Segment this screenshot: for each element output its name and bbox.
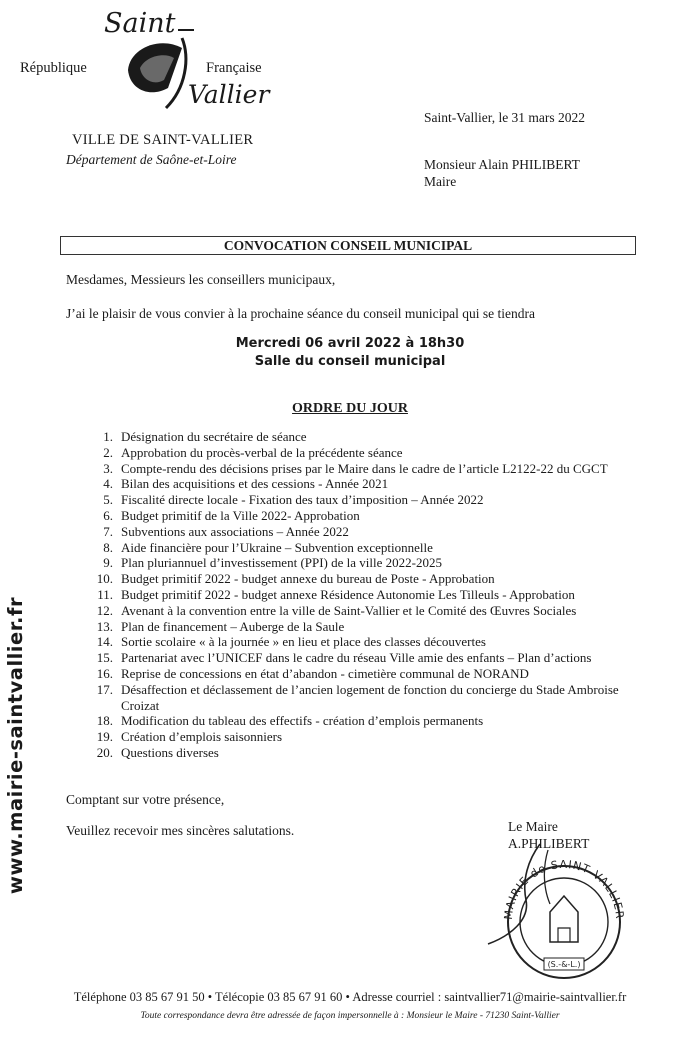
meeting-date: Mercredi 06 avril 2022 à 18h30 — [235, 336, 465, 351]
agenda-item-number: 15. — [96, 650, 113, 666]
agenda-item-number: 12. — [96, 602, 113, 618]
agenda-list — [88, 429, 641, 761]
agenda-heading: ORDRE DU JOUR — [292, 401, 408, 416]
agenda-item-text: Modification du tableau des effectifs - création d’emplois permanents — [121, 713, 484, 729]
agenda-item-text: Reprise de concessions en état d’abandon - cimetière communal de NORAND — [121, 665, 529, 681]
department-name: Département de Saône-et-Loire — [66, 152, 237, 167]
agenda-item-text: Approbation du procès-verbal de la précédente séance — [121, 444, 403, 460]
agenda-item — [88, 634, 641, 650]
agenda-item-number: 11. — [97, 586, 113, 602]
agenda-item-number: 6. — [103, 507, 113, 523]
agenda-item-number: 5. — [103, 492, 113, 508]
agenda-item-number: 2. — [103, 444, 113, 460]
agenda-item-number: 16. — [96, 665, 113, 681]
city-logo — [20, 8, 295, 118]
agenda-item-number: 7. — [103, 523, 113, 539]
agenda-item-text: Compte-rendu des décisions prises par le Maire dans le cadre de l’article L2122-22 du CGCT — [121, 460, 608, 476]
agenda-item — [88, 492, 641, 508]
stamp-top-text: MAIRIE de SAINT VALLIER — [501, 857, 627, 921]
agenda-item-number: 19. — [96, 729, 113, 745]
agenda-item-text: Création d’emplois saisonniers — [121, 729, 283, 745]
logo-emblem-icon — [120, 28, 210, 113]
agenda-item-number: 4. — [103, 476, 113, 492]
agenda-item — [88, 729, 641, 745]
agenda-item — [88, 540, 641, 556]
sender-block — [424, 156, 580, 190]
agenda-item-text: Sortie scolaire « à la journée » en lieu et place des classes découvertes — [121, 634, 486, 650]
agenda-item — [88, 587, 641, 603]
agenda-item-text: Budget primitif 2022 - budget annexe du bureau de Poste - Approbation — [121, 571, 495, 587]
agenda-item-text: Fiscalité directe locale - Fixation des taux d’imposition – Année 2022 — [121, 492, 484, 508]
agenda-item — [88, 461, 641, 477]
agenda-item-text: Désaffection et déclassement de l’ancien logement de fonction du concierge du Stade Ambroise Croizat — [121, 681, 619, 713]
closing-line-2: Veuillez recevoir mes sincères salutations. — [66, 823, 295, 838]
svg-text:MAIRIE de SAINT VALLIER — [502, 858, 626, 920]
agenda-item-text: Plan de financement – Auberge de la Saule — [121, 618, 345, 634]
agenda-item-text: Budget primitif 2022 - budget annexe Résidence Autonomie Les Tilleuls - Approbation — [121, 586, 575, 602]
agenda-item — [88, 666, 641, 682]
official-stamp-icon — [482, 842, 642, 982]
agenda-item-number: 1. — [103, 429, 113, 444]
agenda-item-text: Partenariat avec l’UNICEF dans le cadre du réseau Ville amie des enfants – Plan d’actions — [121, 650, 592, 666]
logo-republique: République — [20, 60, 87, 76]
document-title: CONVOCATION CONSEIL MUNICIPAL — [60, 236, 636, 255]
agenda-item-number: 17. — [96, 681, 113, 697]
agenda-item — [88, 650, 641, 666]
agenda-item — [88, 429, 641, 445]
logo-francaise: Française — [206, 60, 262, 76]
agenda-item-number: 13. — [96, 618, 113, 634]
logo-saint: Saint — [104, 8, 176, 39]
agenda-item — [88, 603, 641, 619]
agenda-item-number: 10. — [96, 571, 113, 587]
stamp-bottom-text: (S.-&-L.) — [547, 960, 581, 969]
agenda-item — [88, 445, 641, 461]
agenda-item-number: 3. — [103, 460, 113, 476]
agenda-item — [88, 524, 641, 540]
agenda-item-text: Budget primitif de la Ville 2022- Approbation — [121, 507, 360, 523]
website-url: www.mairie-saintvallier.fr — [4, 596, 28, 894]
agenda-item-text: Désignation du secrétaire de séance — [121, 429, 307, 444]
closing-line-1: Comptant sur votre présence, — [66, 792, 225, 807]
city-name: VILLE DE SAINT-VALLIER — [72, 132, 254, 148]
agenda-item-text: Avenant à la convention entre la ville de Saint-Vallier et le Comité des Œuvres Sociales — [121, 602, 577, 618]
agenda-item — [88, 476, 641, 492]
agenda-item-number: 8. — [103, 539, 113, 555]
agenda-item — [88, 571, 641, 587]
meeting-place: Salle du conseil municipal — [254, 354, 446, 369]
agenda-item-text: Plan pluriannuel d’investissement (PPI) de la ville 2022-2025 — [121, 555, 442, 571]
agenda-item-text: Bilan des acquisitions et des cessions - Année 2021 — [121, 476, 389, 492]
salutation: Mesdames, Messieurs les conseillers municipaux, — [66, 272, 336, 287]
agenda-item-text: Aide financière pour l’Ukraine – Subvention exceptionnelle — [121, 539, 433, 555]
agenda-item-number: 20. — [96, 744, 113, 760]
website-sidebar — [0, 595, 32, 895]
signature-role: Le Maire — [508, 819, 558, 834]
agenda-item — [88, 508, 641, 524]
agenda-item — [88, 619, 641, 635]
letter-date: Saint-Vallier, le 31 mars 2022 — [424, 110, 586, 125]
sender-name: Monsieur Alain PHILIBERT — [424, 157, 580, 172]
intro-paragraph: J’ai le plaisir de vous convier à la prochaine séance du conseil municipal qui se tiendra — [66, 306, 535, 321]
agenda-item-number: 14. — [96, 634, 113, 650]
agenda-item-number: 18. — [96, 713, 113, 729]
signature-name: A.PHILIBERT — [508, 836, 590, 851]
footer-contact: Téléphone 03 85 67 91 50 • Télécopie 03 85 67 91 60 • Adresse courriel : saintvallier71@mairie-saintvallier.fr — [73, 990, 627, 1004]
agenda-item — [88, 555, 641, 571]
agenda-item — [88, 682, 641, 714]
logo-vallier: Vallier — [188, 80, 270, 109]
agenda-item — [88, 745, 641, 761]
agenda-item-number: 9. — [103, 555, 113, 571]
agenda-item-text: Questions diverses — [121, 744, 219, 760]
agenda-item — [88, 713, 641, 729]
sender-title: Maire — [424, 174, 457, 189]
footer-note: Toute correspondance devra être adressée de façon impersonnelle à : Monsieur le Maire - 71230 Saint-Vallier — [140, 1011, 560, 1021]
agenda-item-text: Subventions aux associations – Année 2022 — [121, 523, 349, 539]
